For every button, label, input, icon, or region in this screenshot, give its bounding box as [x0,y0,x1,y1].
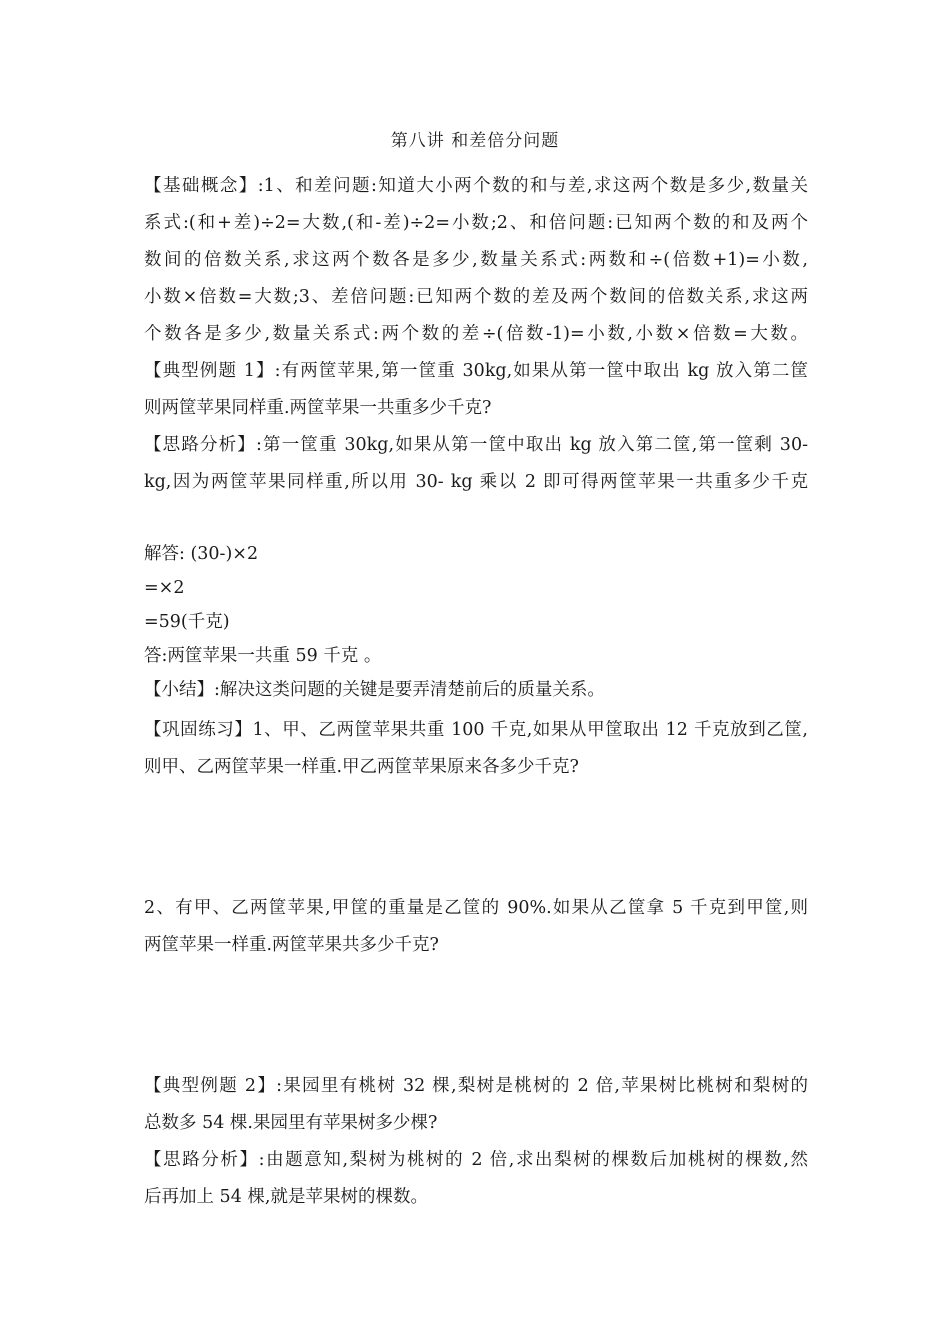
solution1-block [144,537,808,707]
answer-line: 答:两筐苹果一共重 59 千克 。 [144,646,382,666]
analysis2-line: 【思路分析】:由题意知,梨树为桃树的 2 倍,求出梨树的棵数后加桃树的棵数,然 [144,1150,808,1170]
example1-line: 【典型例题 1】:有两筐苹果,第一筐重 30kg,如果从第一筐中取出 kg 放入第二筐 [144,361,808,381]
practice2-line: 两筐苹果一样重.两筐苹果共多少千克? [144,935,439,955]
practice1-paragraph [144,712,808,786]
analysis1-paragraph [144,427,808,501]
analysis1-line: 【思路分析】:第一筐重 30kg,如果从第一筐中取出 kg 放入第二筐,第一筐剩 30- [144,435,808,455]
example2-line: 总数多 54 棵.果园里有苹果树多少棵? [144,1113,438,1133]
analysis2-paragraph [144,1142,808,1216]
solution-line: =59(千克) [144,612,230,632]
concepts-line: 数间的倍数关系,求这两个数各是多少,数量关系式:两数和÷(倍数+1)=小数, [144,250,808,270]
practice1-line: 则甲、乙两筐苹果一样重.甲乙两筐苹果原来各多少千克? [144,757,579,777]
concepts-line: 【基础概念】:1、和差问题:知道大小两个数的和与差,求这两个数是多少,数量关 [144,176,808,196]
example1-paragraph [144,353,808,427]
example1-line: 则两筐苹果同样重.两筐苹果一共重多少千克? [144,398,492,418]
analysis1-line: kg,因为两筐苹果同样重,所以用 30- kg 乘以 2 即可得两筐苹果一共重多少千克 [144,472,808,492]
example2-line: 【典型例题 2】:果园里有桃树 32 棵,梨树是桃树的 2 倍,苹果树比桃树和梨树的 [144,1076,808,1096]
solution-line: =×2 [144,578,185,598]
concepts-line: 系式:(和+差)÷2=大数,(和-差)÷2=小数;2、和倍问题:已知两个数的和及两个 [144,213,808,233]
practice1-line: 【巩固练习】1、甲、乙两筐苹果共重 100 千克,如果从甲筐取出 12 千克放到乙筐, [144,720,808,740]
analysis2-line: 后再加上 54 棵,就是苹果树的棵数。 [144,1187,428,1207]
example2-paragraph [144,1068,808,1142]
concepts-line: 个数各是多少,数量关系式:两个数的差÷(倍数-1)=小数,小数×倍数=大数。 [144,324,808,344]
page-title: 第八讲 和差倍分问题 [390,131,560,151]
concepts-line: 小数×倍数=大数;3、差倍问题:已知两个数的差及两个数间的倍数关系,求这两 [144,287,808,307]
practice2-paragraph [144,890,808,964]
summary-line: 【小结】:解决这类问题的关键是要弄清楚前后的质量关系。 [144,680,605,700]
practice2-line: 2、有甲、乙两筐苹果,甲筐的重量是乙筐的 90%.如果从乙筐拿 5 千克到甲筐,则 [144,898,808,918]
concepts-paragraph [144,168,808,353]
solution-line: 解答: (30-)×2 [144,544,259,564]
